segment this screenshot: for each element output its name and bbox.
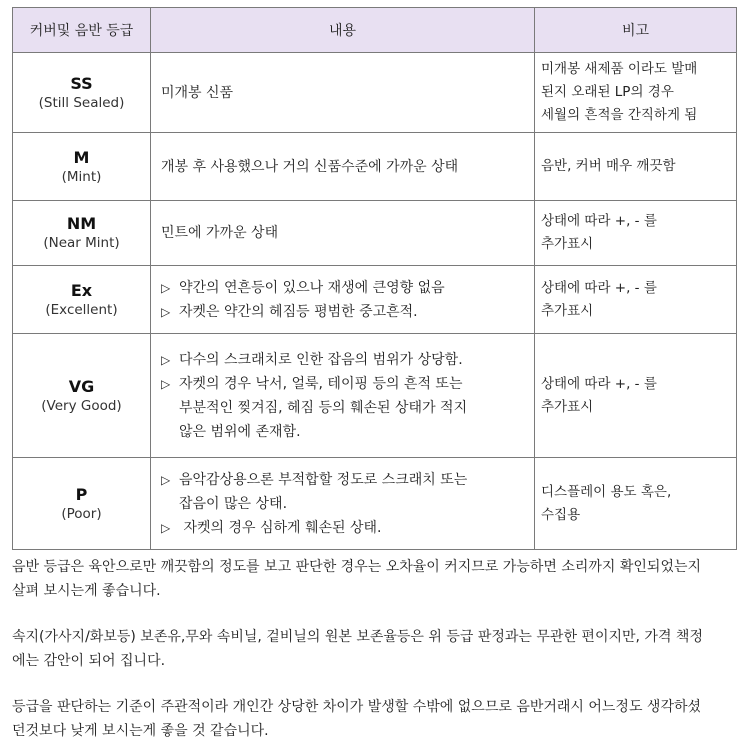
grade-code: SS bbox=[70, 73, 93, 93]
note-line: 세월의 흔적을 간직하게 됨 bbox=[541, 107, 698, 123]
table-header-row bbox=[13, 8, 737, 53]
bullet-text: 다수의 스크래치로 인한 잡음의 범위가 상당함. bbox=[179, 351, 463, 368]
content-cell bbox=[151, 53, 535, 133]
table-row bbox=[13, 266, 737, 334]
note-paragraph bbox=[12, 625, 742, 673]
note-line: 추가표시 bbox=[541, 302, 594, 319]
paragraph-line: 음반 등급은 육안으로만 깨끗함의 정도를 보고 판단한 경우는 오차율이 커지므로 가능하면 소리까지 확인되었는지 bbox=[12, 559, 702, 575]
table-row bbox=[13, 201, 737, 266]
header-content: 내용 bbox=[151, 8, 535, 53]
content-line: 민트에 가까운 상태 bbox=[161, 225, 279, 241]
note-cell bbox=[535, 458, 737, 550]
bullet-item bbox=[161, 516, 528, 540]
note-cell bbox=[535, 201, 737, 266]
note-line: 디스플레이 용도 혹은, bbox=[541, 483, 672, 500]
bullet-text: 음악감상용으론 부적합할 정도로 스크래치 또는 bbox=[179, 471, 468, 488]
content-cell bbox=[151, 201, 535, 266]
grade-english: (Excellent) bbox=[45, 301, 118, 318]
paragraph-line: 살펴 보시는게 좋습니다. bbox=[12, 583, 161, 599]
table-row bbox=[13, 53, 737, 133]
grade-english: (Near Mint) bbox=[43, 235, 120, 251]
content-cell bbox=[151, 458, 535, 550]
bullet-item bbox=[161, 348, 528, 372]
grade-code: VG bbox=[68, 376, 95, 396]
note-line: 수집용 bbox=[541, 506, 581, 523]
grade-cell bbox=[13, 133, 151, 201]
grade-code: M bbox=[73, 147, 90, 167]
note-line: 상태에 따라 +, - 를 bbox=[541, 279, 657, 296]
content-line: 미개봉 신품 bbox=[161, 84, 234, 101]
bullet-marker: ▷ bbox=[161, 280, 171, 295]
bullet-continuation: 부분적인 찢겨짐, 헤짐 등의 훼손된 상태가 적지 bbox=[179, 399, 468, 416]
bullet-item bbox=[161, 276, 528, 300]
bullet-item bbox=[161, 300, 528, 324]
table-row bbox=[13, 133, 737, 201]
content-cell bbox=[151, 334, 535, 458]
note-line: 상태에 따라 +, - 를 bbox=[541, 375, 657, 392]
grade-cell bbox=[13, 458, 151, 550]
table-row bbox=[13, 458, 737, 550]
bullet-marker: ▷ bbox=[161, 472, 171, 487]
grade-english: (Still Sealed) bbox=[38, 94, 125, 111]
grade-cell bbox=[13, 334, 151, 458]
bullet-text: 자켓의 경우 낙서, 얼룩, 테이핑 등의 흔적 또는 bbox=[179, 375, 463, 392]
grade-english: (Very Good) bbox=[41, 397, 122, 414]
bullet-item bbox=[161, 468, 528, 492]
paragraph-line: 에는 감안이 되어 집니다. bbox=[12, 653, 166, 669]
grade-table bbox=[12, 7, 737, 550]
note-cell bbox=[535, 53, 737, 133]
note-line: 된지 오래된 LP의 경우 bbox=[541, 84, 674, 100]
content-cell bbox=[151, 266, 535, 334]
grade-code: P bbox=[75, 484, 88, 504]
grade-cell bbox=[13, 201, 151, 266]
paragraph-line: 속지(가사지/화보등) 보존유,무와 속비닐, 겉비닐의 원본 보존율등은 위 등급 판정과는 무관한 편이지만, 가격 책정 bbox=[12, 629, 703, 645]
bullet-marker: ▷ bbox=[161, 352, 171, 367]
note-paragraph bbox=[12, 555, 742, 603]
bullet-marker: ▷ bbox=[161, 376, 171, 391]
bullet-text: 약간의 연흔등이 있으나 재생에 큰영향 없음 bbox=[179, 279, 445, 296]
note-line: 추가표시 bbox=[541, 236, 594, 252]
note-cell bbox=[535, 334, 737, 458]
bullet-text: 자켓은 약간의 헤짐등 평범한 중고흔적. bbox=[179, 303, 418, 320]
grade-code: Ex bbox=[70, 280, 93, 300]
bullet-marker: ▷ bbox=[161, 304, 171, 319]
note-line: 추가표시 bbox=[541, 398, 594, 415]
content-line: 개봉 후 사용했으나 거의 신품수준에 가까운 상태 bbox=[161, 158, 459, 175]
table-row bbox=[13, 334, 737, 458]
grade-english: (Mint) bbox=[61, 168, 102, 185]
grade-cell bbox=[13, 266, 151, 334]
content-cell bbox=[151, 133, 535, 201]
bullet-continuation: 잡음이 많은 상태. bbox=[179, 495, 288, 512]
grade-cell bbox=[13, 53, 151, 133]
bullet-text: 자켓의 경우 심하게 훼손된 상태. bbox=[179, 519, 382, 536]
bullet-continuation: 않은 범위에 존재함. bbox=[179, 423, 301, 440]
paragraph-line: 등급을 판단하는 기준이 주관적이라 개인간 상당한 차이가 발생할 수밖에 없으므로 음반거래시 어느정도 생각하셨 bbox=[12, 699, 702, 715]
grade-english: (Poor) bbox=[61, 505, 102, 522]
notes-section bbox=[12, 555, 742, 743]
note-line: 음반, 커버 매우 깨끗함 bbox=[541, 158, 676, 174]
header-grade: 커버및 음반 등급 bbox=[13, 8, 151, 53]
note-cell bbox=[535, 133, 737, 201]
grade-code: NM bbox=[66, 214, 97, 233]
note-cell bbox=[535, 266, 737, 334]
header-note: 비고 bbox=[535, 8, 737, 53]
bullet-marker: ▷ bbox=[161, 520, 171, 535]
note-paragraph bbox=[12, 695, 742, 743]
paragraph-line: 던것보다 낮게 보시는게 좋을 것 같습니다. bbox=[12, 723, 269, 739]
bullet-item bbox=[161, 372, 528, 396]
note-line: 상태에 따라 +, - 를 bbox=[541, 213, 657, 229]
note-line: 미개봉 새제품 이라도 발매 bbox=[541, 61, 698, 77]
